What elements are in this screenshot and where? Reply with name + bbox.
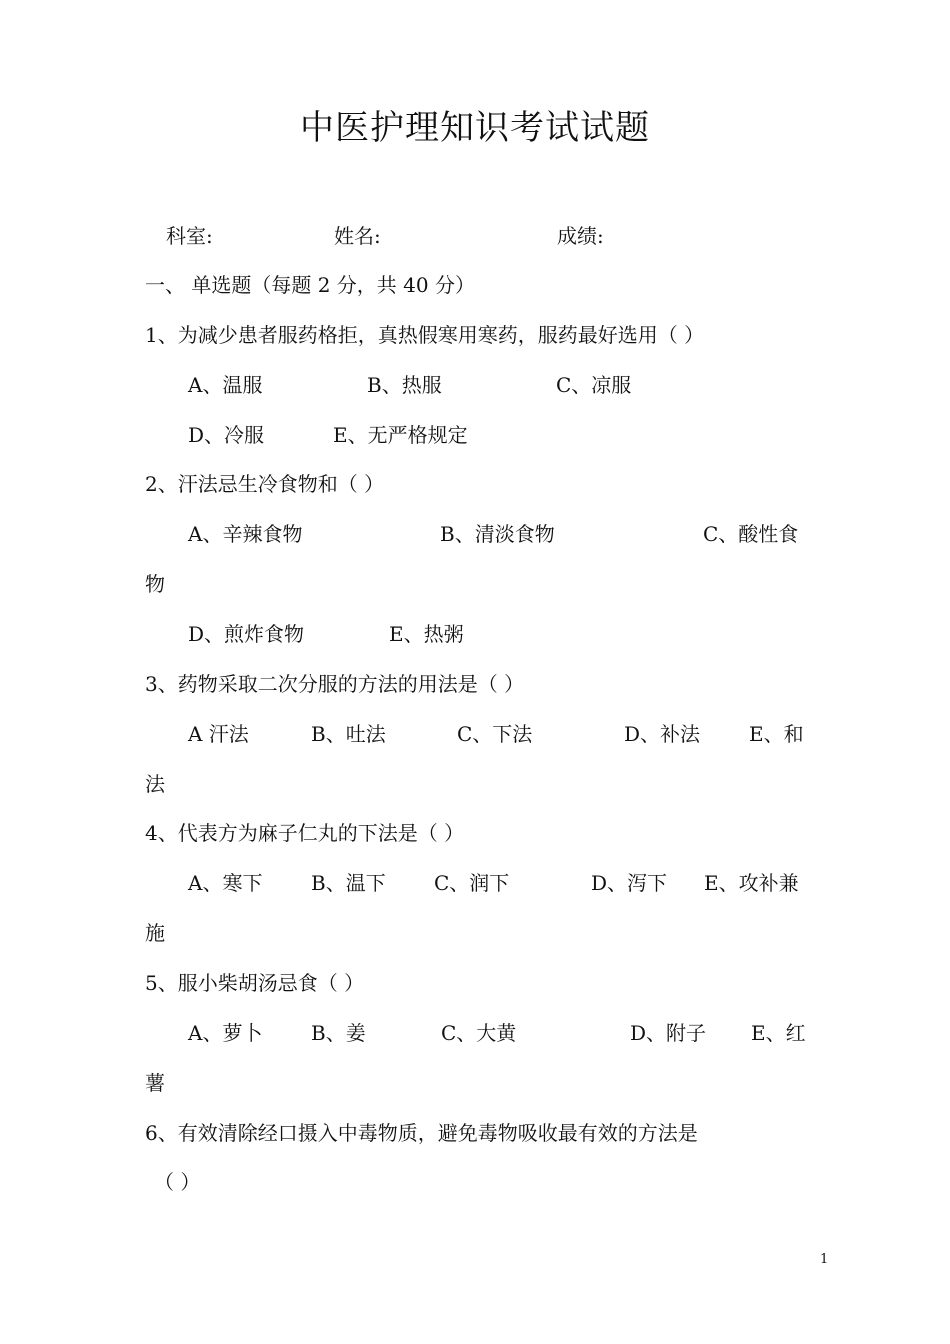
question-2-option-c-wrap: 物 <box>145 572 165 596</box>
question-3-option-e: E、和 <box>749 722 804 746</box>
question-3-option-d: D、补法 <box>624 722 701 746</box>
question-4-stem: 4、代表方为麻子仁丸的下法是（ ） <box>145 821 465 845</box>
question-6-stem-wrap: （ ） <box>154 1170 201 1194</box>
question-4-option-e-wrap: 施 <box>145 921 165 945</box>
question-3-option-e-wrap: 法 <box>145 772 165 796</box>
question-3-stem: 3、药物采取二次分服的方法的用法是（ ） <box>145 672 525 696</box>
question-2-option-a: A、辛辣食物 <box>188 522 303 546</box>
page-title: 中医护理知识考试试题 <box>300 108 650 148</box>
question-1-stem: 1、为减少患者服药格拒，真热假寒用寒药，服药最好选用（ ） <box>145 323 705 347</box>
question-2-option-d: D、煎炸食物 <box>188 622 305 646</box>
question-1-option-c: C、凉服 <box>556 373 632 397</box>
section-heading: 一、 单选题（每题 2 分，共 40 分） <box>145 273 475 297</box>
question-1-option-b: B、热服 <box>367 373 442 397</box>
question-4-option-c: C、润下 <box>434 871 510 895</box>
question-5-option-c: C、大黄 <box>441 1021 517 1045</box>
dept-label: 科室: <box>166 224 213 248</box>
question-1-option-d: D、冷服 <box>188 423 265 447</box>
question-2-stem: 2、汗法忌生冷食物和（ ） <box>145 472 385 496</box>
question-5-option-a: A、萝卜 <box>188 1021 263 1045</box>
question-5-option-e: E、红 <box>751 1021 806 1045</box>
question-4-option-a: A、寒下 <box>188 871 263 895</box>
question-4-option-b: B、温下 <box>311 871 386 895</box>
question-2-option-b: B、清淡食物 <box>440 522 555 546</box>
question-4-option-d: D、泻下 <box>591 871 668 895</box>
score-label: 成绩: <box>557 224 604 248</box>
question-6-stem: 6、有效清除经口摄入中毒物质，避免毒物吸收最有效的方法是 <box>145 1121 698 1145</box>
question-2-option-e: E、热粥 <box>389 622 464 646</box>
question-1-option-e: E、无严格规定 <box>333 423 468 447</box>
question-3-option-c: C、下法 <box>457 722 533 746</box>
question-5-option-e-wrap: 薯 <box>145 1071 165 1095</box>
question-2-option-c: C、酸性食 <box>703 522 799 546</box>
question-4-option-e: E、攻补兼 <box>704 871 799 895</box>
page-number: 1 <box>820 1252 829 1267</box>
question-3-option-a: A 汗法 <box>188 722 249 746</box>
question-1-option-a: A、温服 <box>188 373 263 397</box>
question-5-option-d: D、附子 <box>630 1021 707 1045</box>
name-label: 姓名: <box>334 224 381 248</box>
question-5-option-b: B、姜 <box>311 1021 366 1045</box>
question-3-option-b: B、吐法 <box>311 722 386 746</box>
question-5-stem: 5、服小柴胡汤忌食（ ） <box>145 971 365 995</box>
